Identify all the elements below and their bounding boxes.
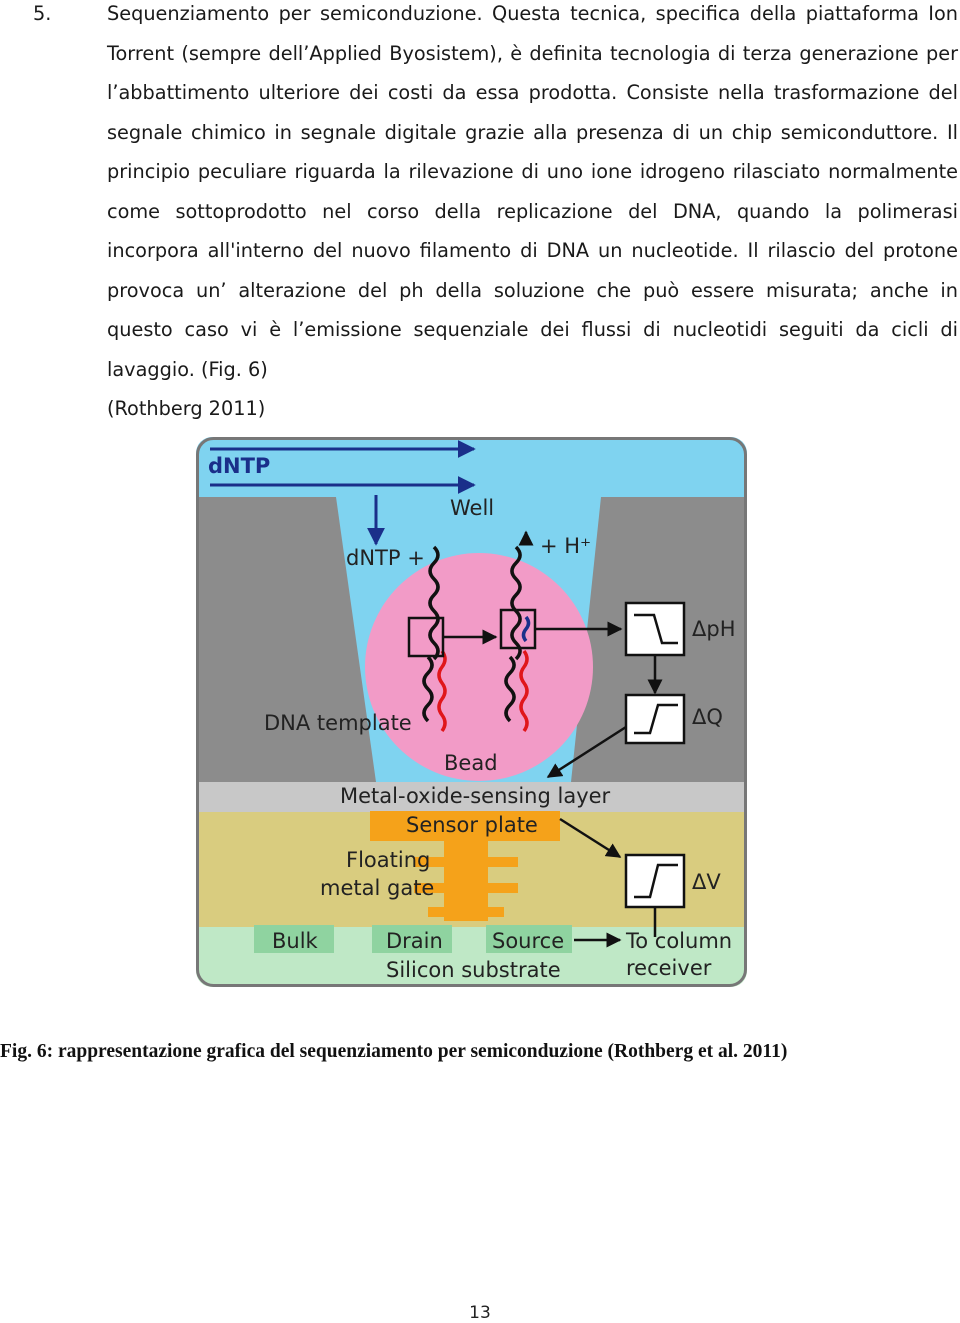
label-delta-ph: ΔpH — [692, 617, 736, 641]
bead — [365, 553, 593, 781]
ph-response-box — [626, 603, 684, 655]
label-bulk: Bulk — [272, 929, 318, 953]
label-receiver: receiver — [626, 956, 712, 980]
paragraph-tail: (Rothberg 2011) — [107, 397, 266, 420]
figure-caption: Fig. 6: rappresentazione grafica del sequenziamento per semiconduzione (Rothberg et al. 2011) — [0, 1041, 788, 1062]
label-dna-template: DNA template — [264, 711, 412, 735]
label-source: Source — [492, 929, 565, 953]
label-dntp-plus: dNTP + — [346, 546, 425, 570]
page-number: 13 — [469, 1303, 491, 1323]
figure-ion-torrent-diagram — [196, 437, 747, 987]
label-delta-v: ΔV — [692, 870, 721, 894]
gate-bar-3 — [428, 907, 504, 917]
body-paragraph — [33, 0, 958, 429]
paragraph-text: Sequenziamento per semiconduzione. Questa tecnica, specifica della piattaforma Ion Torrent (sempre dell’Applied Byosistem), è definita tecnologia di terza generazione per l’abbattimento ulteriore dei costi da essa prodotta. Consiste nella trasformazione del segnale chimico in segnale digitale grazie alla presenza di un chip semiconduttore. Il principio peculiare riguarda la rilevazione di uno ione idrogeno rilasciato normalmente come sottoprodotto nel corso della replicazione del DNA, quando la polimerasi incorpora all'interno del nuovo filamento di DNA un nucleotide. Il rilascio del protone provoca un’ alterazione del ph della soluzione che può essere misurata; anche in questo caso vi è l’emissione sequenziale dei flussi di nucleotidi seguiti da cicli di lavaggio. (Fig. 6) — [107, 2, 958, 381]
label-h-plus: + H⁺ — [540, 534, 592, 558]
label-delta-q: ΔQ — [692, 705, 723, 729]
list-number: 5. — [33, 2, 52, 25]
label-bead: Bead — [444, 751, 498, 775]
label-sensor-plate: Sensor plate — [406, 813, 538, 837]
label-drain: Drain — [386, 929, 443, 953]
label-well: Well — [450, 496, 495, 520]
label-silicon: Silicon substrate — [386, 958, 561, 982]
label-floating-1: Floating — [346, 848, 431, 872]
label-dntp-top: dNTP — [208, 454, 271, 478]
label-metal-oxide: Metal-oxide-sensing layer — [340, 784, 611, 808]
label-to-column: To column — [626, 929, 733, 953]
label-floating-2: metal gate — [320, 876, 435, 900]
